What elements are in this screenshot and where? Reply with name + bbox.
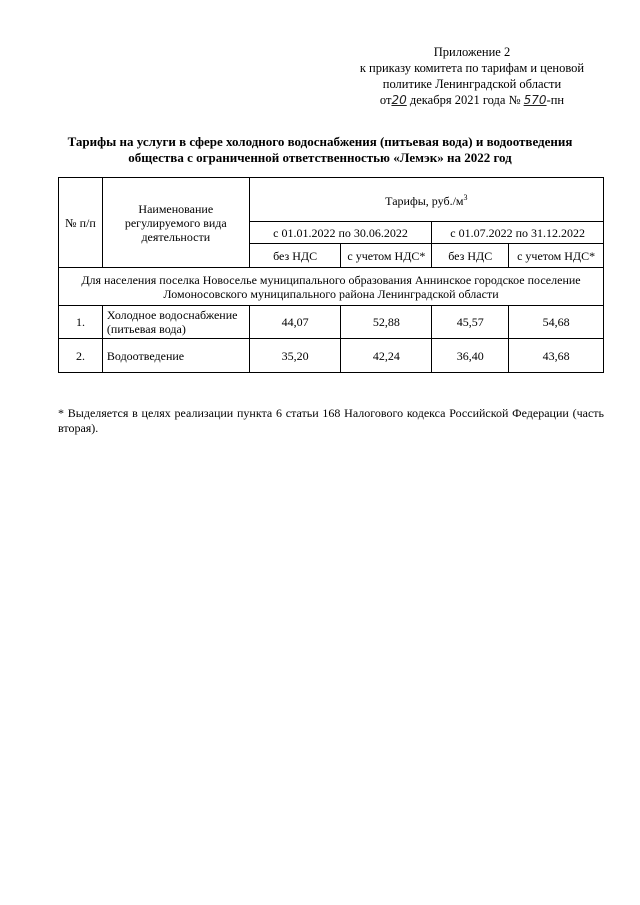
title-line-1: Тарифы на услуги в сфере холодного водоснабжения (питьевая вода) и водоотведения: [67, 134, 573, 149]
order-suffix: -пн: [546, 93, 565, 107]
header-activity: Наименование регулируемого вида деятельности: [102, 178, 249, 268]
date-text: декабря 2021 года №: [406, 93, 524, 107]
title-line-2: общества с ограниченной ответственностью «Лемэк» на 2022 год: [128, 150, 512, 165]
header-with-vat-1: с учетом НДС*: [341, 244, 432, 268]
row-num: 1.: [59, 306, 103, 339]
footnote: * Выделяется в целях реализации пункта 6 статьи 168 Налогового кодекса Российской Федерации (часть вторая).: [58, 406, 604, 435]
row-value: 54,68: [509, 306, 604, 339]
order-reference: [340, 44, 604, 108]
header-no-vat-2: без НДС: [432, 244, 509, 268]
section-row: [59, 268, 604, 306]
order-date-line: [340, 92, 604, 108]
unit-superscript: 3: [463, 193, 468, 202]
order-line-2: политике Ленинградской области: [382, 77, 562, 91]
header-tariffs: Тарифы, $руб./м^3$: [249, 178, 603, 222]
header-period-2: с 01.07.2022 по 31.12.2022: [432, 222, 604, 244]
table-header-row: [59, 178, 604, 222]
row-value: 43,68: [509, 339, 604, 373]
row-activity: Холодное водоснабжение (питьевая вода): [102, 306, 249, 339]
row-activity: Водоотведение: [102, 339, 249, 373]
appendix-label: Приложение 2: [433, 45, 511, 59]
document-title: [40, 134, 600, 166]
handwritten-order-number: 570: [523, 93, 547, 107]
table-row: [59, 339, 604, 373]
section-label: Для населения поселка Новоселье муниципального образования Аннинское городское поселение Ломоносовского муниципального района Ленинградской области: [59, 268, 604, 306]
order-line-1: к приказу комитета по тарифам и ценовой: [359, 61, 585, 75]
tariff-table: [58, 177, 604, 373]
row-value: 35,20: [249, 339, 341, 373]
table-row: [59, 306, 604, 339]
row-value: 44,07: [249, 306, 341, 339]
header-no-vat-1: без НДС: [249, 244, 341, 268]
header-period-1: с 01.01.2022 по 30.06.2022: [249, 222, 432, 244]
row-value: 36,40: [432, 339, 509, 373]
date-prefix: от: [379, 93, 392, 107]
row-num: 2.: [59, 339, 103, 373]
row-value: 42,24: [341, 339, 432, 373]
row-value: 45,57: [432, 306, 509, 339]
handwritten-day: 20: [391, 93, 407, 107]
header-num: № п/п: [59, 178, 103, 268]
header-with-vat-2: с учетом НДС*: [509, 244, 604, 268]
row-value: 52,88: [341, 306, 432, 339]
